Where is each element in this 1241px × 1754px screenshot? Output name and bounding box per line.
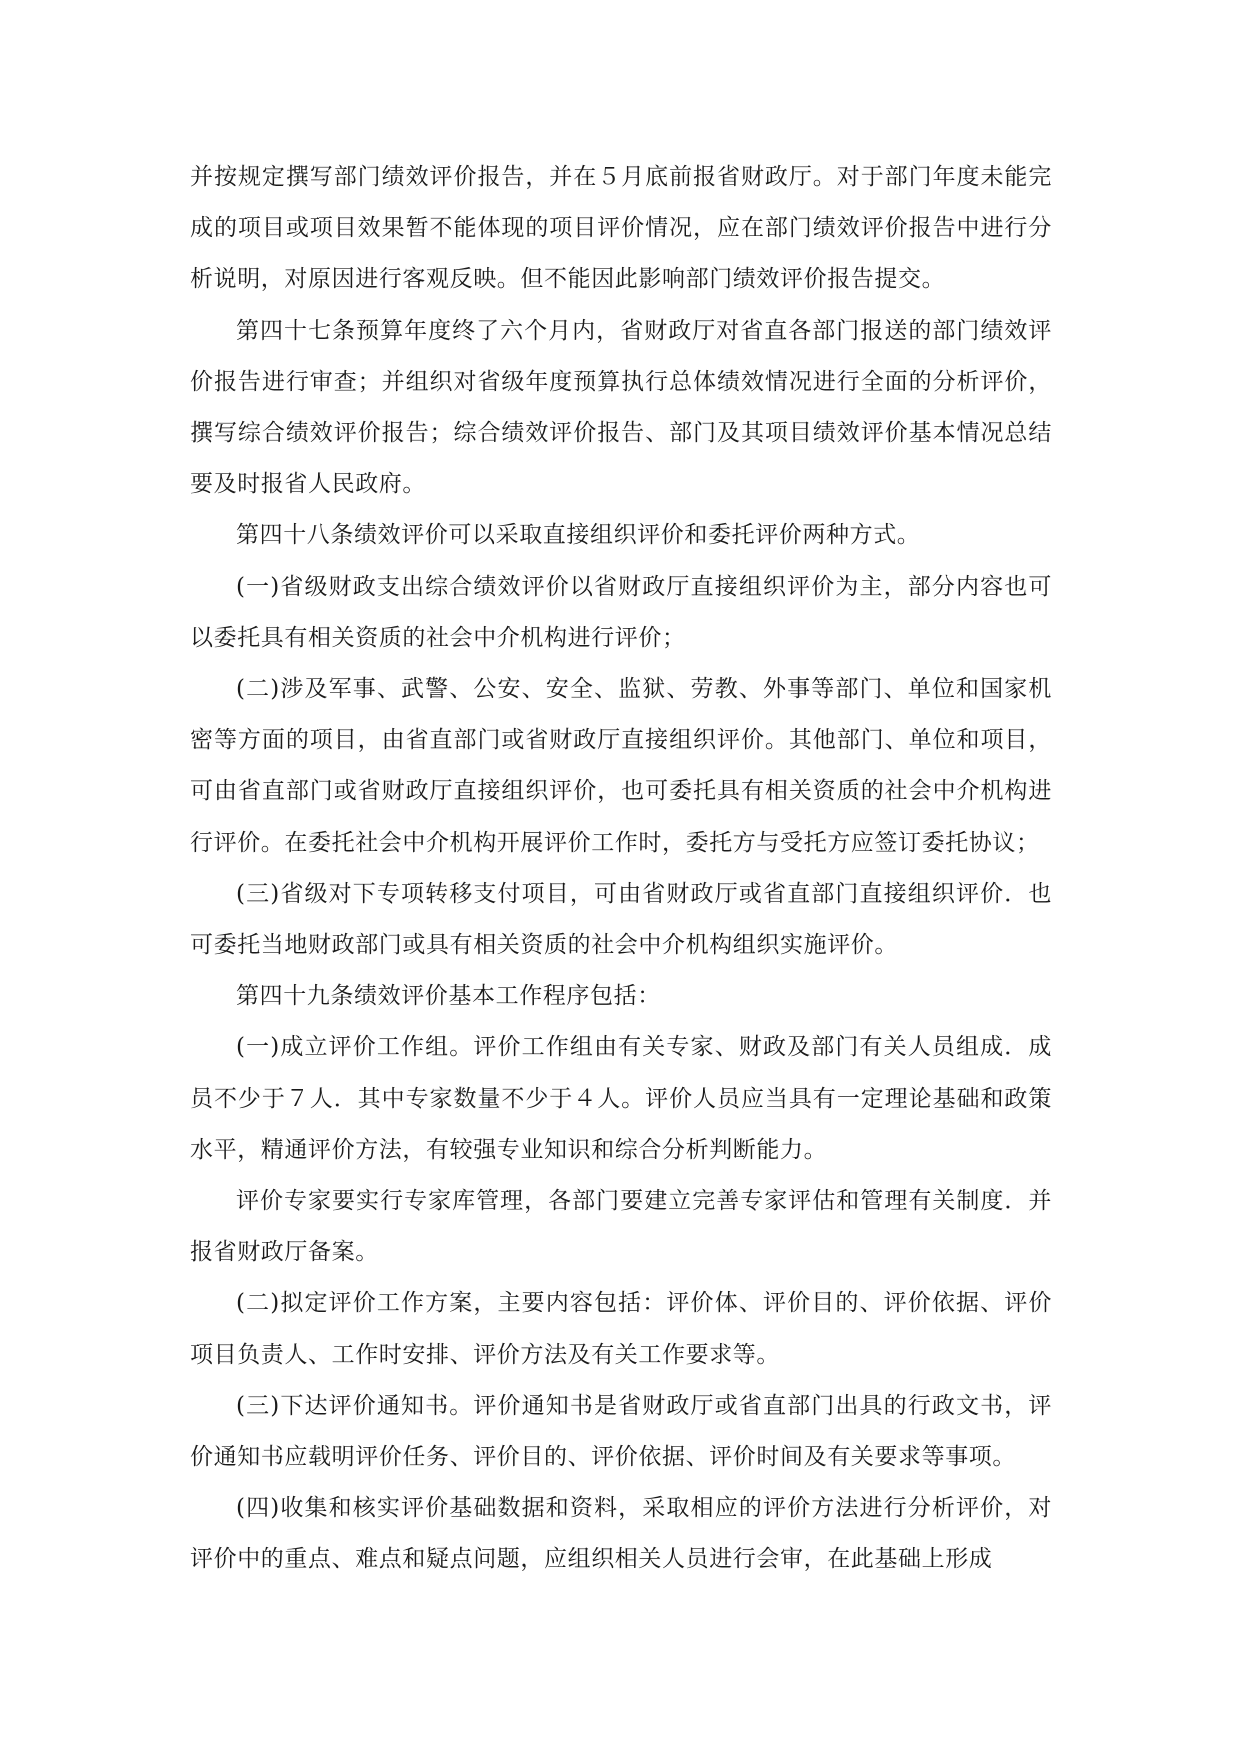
paragraph-expert-management: 评价专家要实行专家库管理，各部门要建立完善专家评估和管理有关制度．并报省财政厅备案。 — [190, 1188, 1052, 1266]
paragraph-article-49-item-3: (三)下达评价通知书。评价通知书是省财政厅或省直部门出具的行政文书，评价通知书应载明评价任务、评价目的、评价依据、评价时间及有关要求等事项。 — [190, 1392, 1052, 1471]
paragraph-article-48-item-2: (二)涉及军事、武警、公安、安全、监狱、劳教、外事等部门、单位和国家机密等方面的项目，由省直部门或省财政厅直接组织评价。其他部门、单位和项目，可由省直部门或省财政厅直接组织评价，也可委托具有相关资质的社会中介机构进行评价。在委托社会中介机构开展评价工作时，委托方与受托方应签订委托协议； — [190, 676, 1052, 856]
paragraph-article-49-item-1: (一)成立评价工作组。评价工作组由有关专家、财政及部门有关人员组成．成员不少于７人．其中专家数量不少于４人。评价人员应当具有一定理论基础和政策水平，精通评价方法，有较强专业知识和综合分析判断能力。 — [190, 1034, 1052, 1163]
document-body — [190, 152, 1052, 1586]
paragraph-article-48-item-3: (三)省级对下专项转移支付项目，可由省财政厅或省直部门直接组织评价．也可委托当地财政部门或具有相关资质的社会中介机构组织实施评价。 — [190, 880, 1052, 959]
paragraph-article-48-item-1: (一)省级财政支出综合绩效评价以省财政厅直接组织评价为主，部分内容也可以委托具有相关资质的社会中介机构进行评价； — [190, 573, 1052, 651]
paragraph-article-47: 第四十七条预算年度终了六个月内，省财政厅对省直各部门报送的部门绩效评价报告进行审查；并组织对省级年度预算执行总体绩效情况进行全面的分析评价，撰写综合绩效评价报告；综合绩效评价报告、部门及其项目绩效评价基本情况总结要及时报省人民政府。 — [190, 317, 1052, 498]
paragraph-article-49: 第四十九条绩效评价基本工作程序包括： — [236, 983, 661, 1010]
paragraph-continuation: 并按规定撰写部门绩效评价报告，并在５月底前报省财政厅。对于部门年度未能完成的项目或项目效果暂不能体现的项目评价情况，应在部门绩效评价报告中进行分析说明，对原因进行客观反映。但不能因此影响部门绩效评价报告提交。 — [190, 164, 1052, 293]
paragraph-article-49-item-2: (二)拟定评价工作方案，主要内容包括：评价体、评价目的、评价依据、评价项目负责人、工作时安排、评价方法及有关工作要求等。 — [190, 1290, 1052, 1368]
paragraph-article-48: 第四十八条绩效评价可以采取直接组织评价和委托评价两种方式。 — [236, 522, 921, 549]
paragraph-article-49-item-4: (四)收集和核实评价基础数据和资料，采取相应的评价方法进行分析评价，对评价中的重点、难点和疑点问题，应组织相关人员进行会审，在此基础上形成 — [190, 1495, 1052, 1573]
